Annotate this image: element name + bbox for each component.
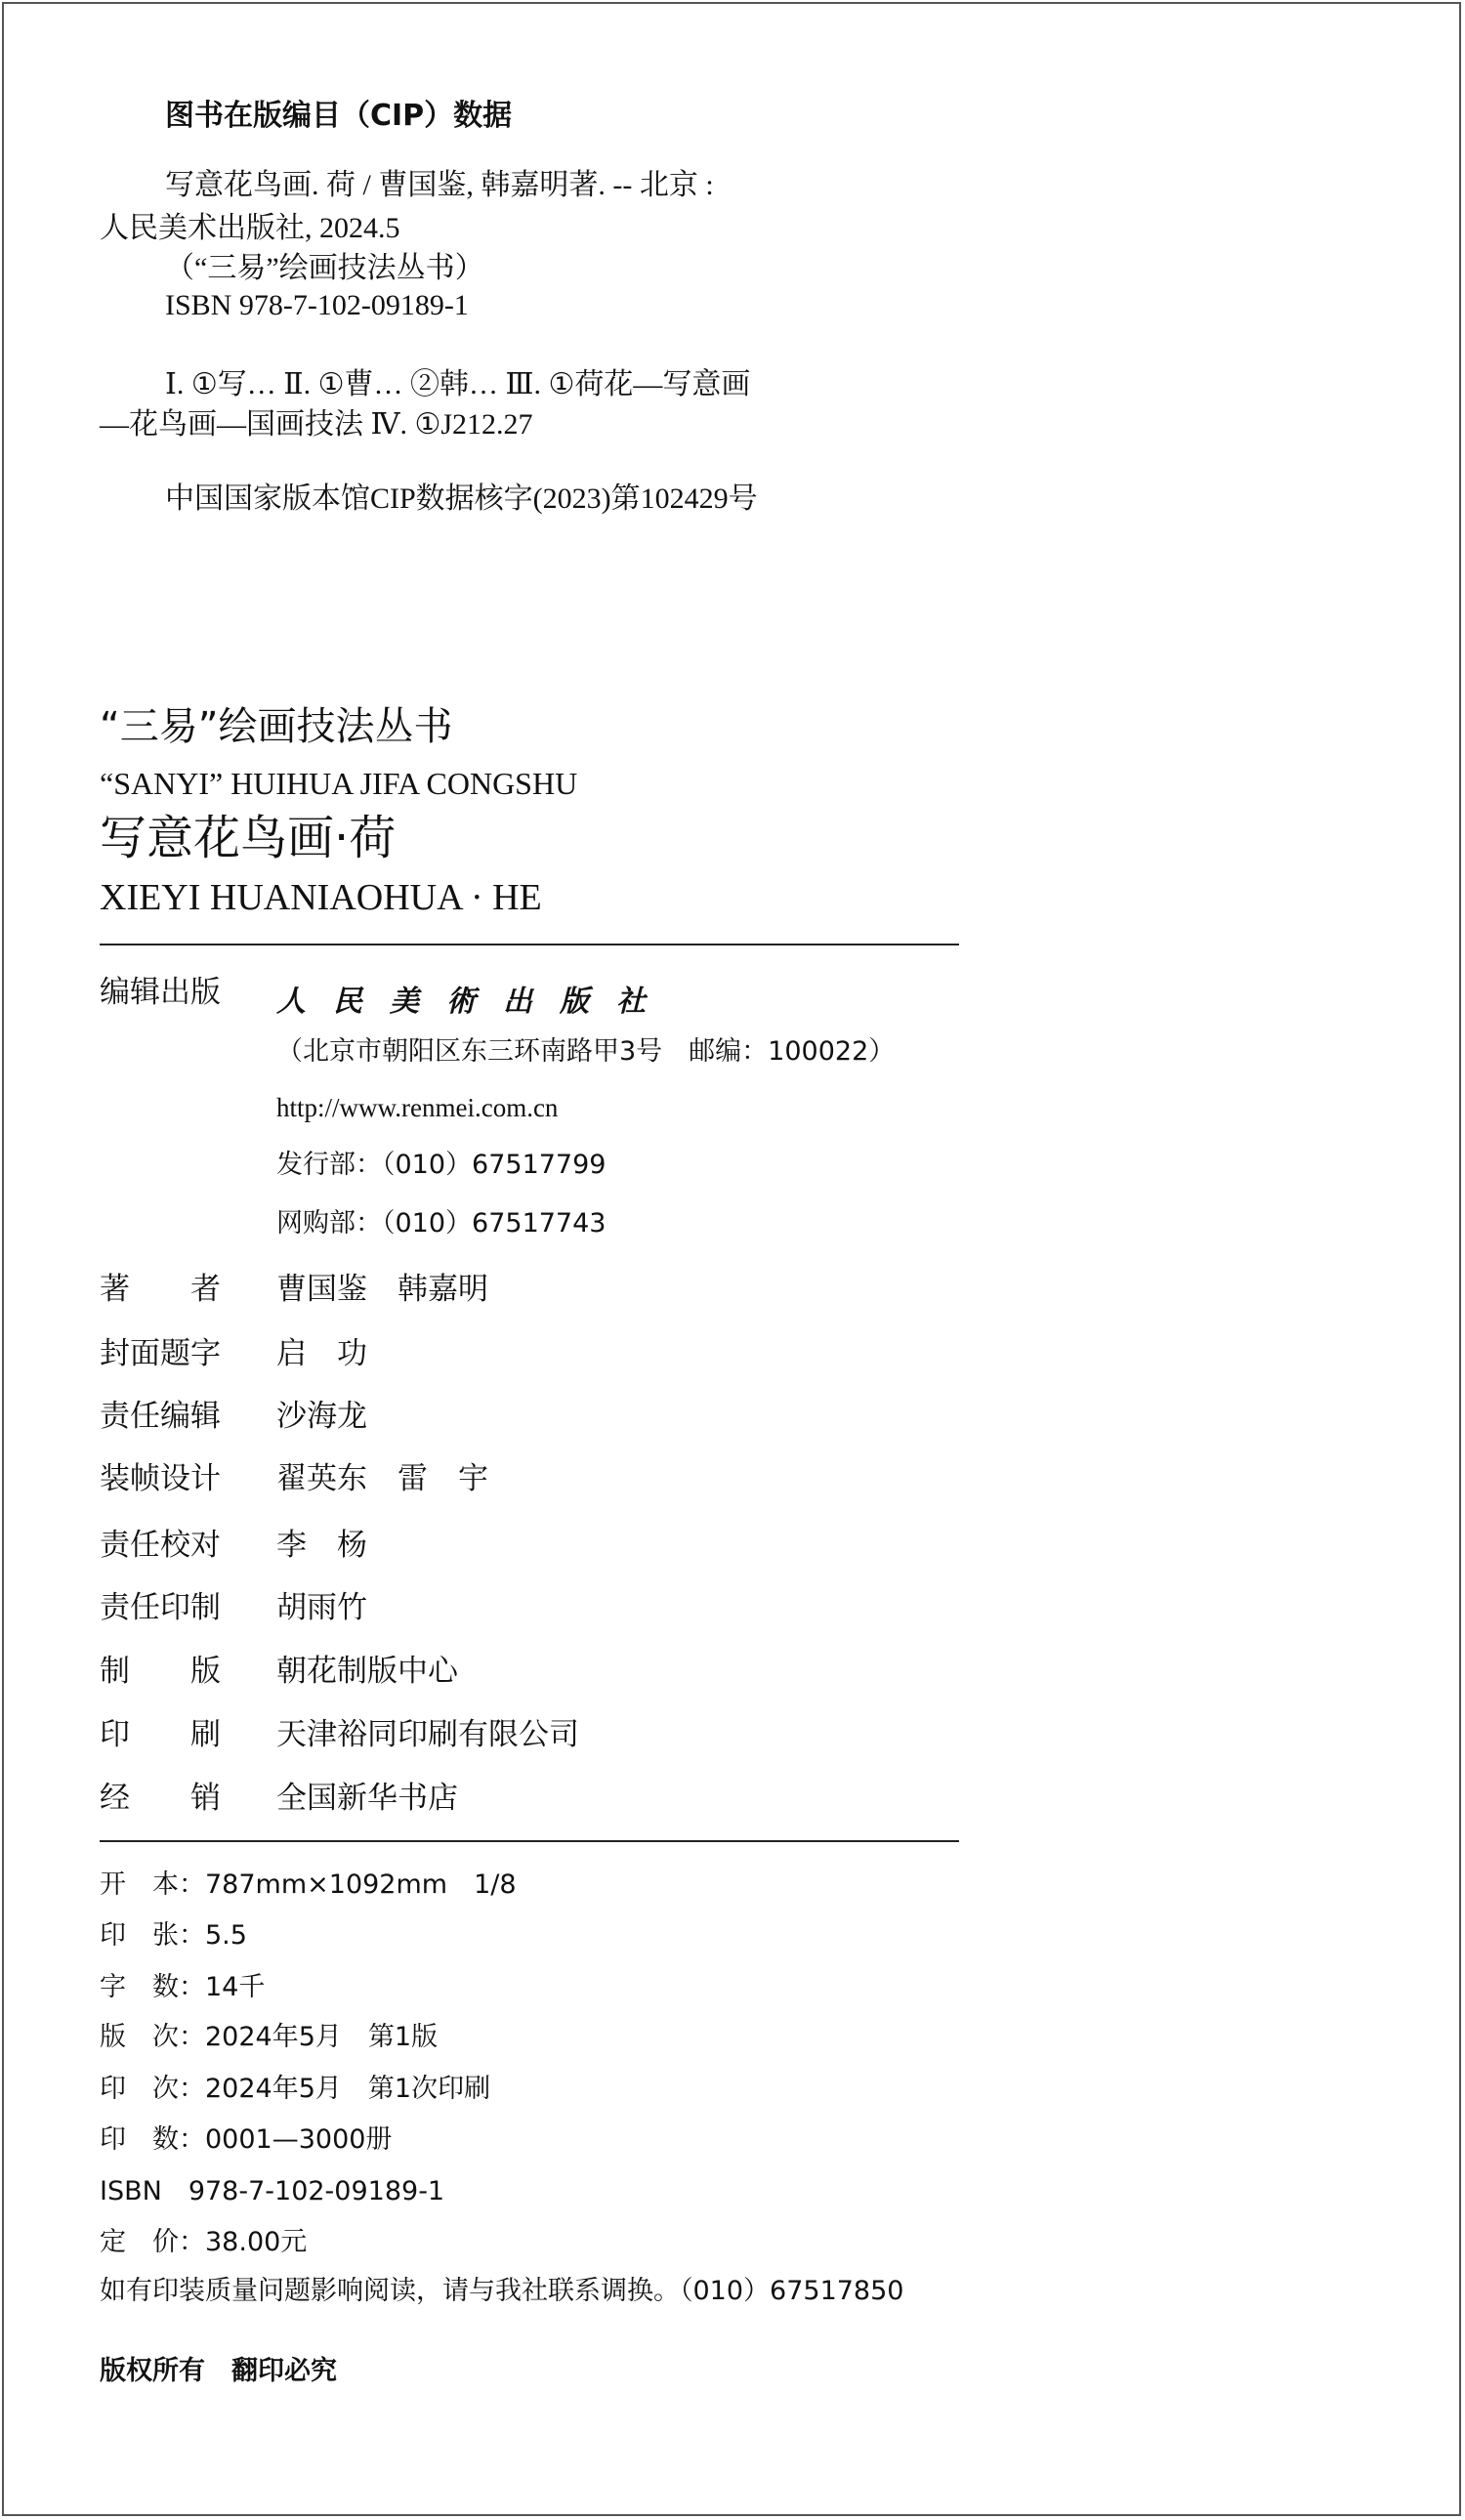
online-phone: 网购部：（010）67517743 bbox=[276, 1208, 607, 1239]
spec-line: 字 数：14千 bbox=[100, 1972, 266, 2002]
series-title-zh: “三易”绘画技法丛书 bbox=[100, 704, 453, 749]
publisher-address: （北京市朝阳区东三环南路甲3号 邮编：100022） bbox=[276, 1036, 896, 1067]
credit-value: 朝花制版中心 bbox=[276, 1654, 458, 1689]
publisher-url[interactable]: http://www.renmei.com.cn bbox=[276, 1093, 559, 1122]
book-title-zh: 写意花鸟画·荷 bbox=[100, 811, 397, 865]
credit-value: 胡雨竹 bbox=[276, 1590, 367, 1625]
copyright-notice: 版权所有 翻印必究 bbox=[100, 2356, 337, 2386]
spec-line: 印 数：0001—3000册 bbox=[100, 2124, 393, 2155]
cip-line: （“三易”绘画技法丛书） bbox=[165, 252, 484, 284]
spec-line: ISBN 978-7-102-09189-1 bbox=[100, 2176, 445, 2206]
credit-label: 制 版 bbox=[100, 1654, 221, 1689]
spec-line: 如有印装质量问题影响阅读，请与我社联系调换。（010）67517850 bbox=[100, 2276, 904, 2306]
divider bbox=[100, 944, 959, 945]
credit-label: 责任编辑 bbox=[100, 1399, 221, 1434]
credit-label: 责任印制 bbox=[100, 1590, 221, 1625]
credit-label: 封面题字 bbox=[100, 1336, 221, 1371]
credit-label: 责任校对 bbox=[100, 1528, 221, 1563]
cip-line: 写意花鸟画. 荷 / 曹国鉴, 韩嘉明著. -- 北京 : bbox=[165, 169, 714, 201]
sales-phone: 发行部：（010）67517799 bbox=[276, 1150, 607, 1180]
credit-value: 天津裕同印刷有限公司 bbox=[276, 1717, 579, 1752]
cip-line: Ⅰ. ①写… Ⅱ. ①曹… ②韩… Ⅲ. ①荷花—写意画 bbox=[165, 368, 751, 400]
spec-line: 开 本：787mm×1092mm 1/8 bbox=[100, 1869, 517, 1900]
spec-line: 印 张：5.5 bbox=[100, 1920, 247, 1951]
credit-label: 著 者 bbox=[100, 1272, 221, 1307]
credit-value: 启 功 bbox=[276, 1336, 367, 1371]
cip-line: —花鸟画—国画技法 Ⅳ. ①J212.27 bbox=[100, 408, 533, 441]
publisher-logo: 人民美術出版社 bbox=[276, 985, 673, 1019]
spec-line: 版 次：2024年5月 第1版 bbox=[100, 2022, 439, 2052]
spec-line: 定 价：38.00元 bbox=[100, 2227, 308, 2257]
spec-line: 印 次：2024年5月 第1次印刷 bbox=[100, 2074, 491, 2104]
credit-value: 曹国鉴 韩嘉明 bbox=[276, 1272, 488, 1307]
credit-value: 翟英东 雷 宇 bbox=[276, 1461, 488, 1496]
publisher-label: 编辑出版 bbox=[100, 975, 221, 1010]
credit-value: 沙海龙 bbox=[276, 1399, 367, 1434]
credit-label: 装帧设计 bbox=[100, 1461, 221, 1496]
series-title-en: “SANYI” HUIHUA JIFA CONGSHU bbox=[100, 766, 578, 801]
credit-label: 经 销 bbox=[100, 1781, 221, 1816]
cip-line: ISBN 978-7-102-09189-1 bbox=[165, 289, 469, 321]
cip-line: 中国国家版本馆CIP数据核字(2023)第102429号 bbox=[165, 483, 758, 515]
cip-title: 图书在版编目（CIP）数据 bbox=[165, 99, 513, 133]
credit-value: 全国新华书店 bbox=[276, 1781, 458, 1816]
book-title-en: XIEYI HUANIAOHUA · HE bbox=[100, 877, 542, 918]
cip-line: 人民美术出版社, 2024.5 bbox=[100, 212, 400, 244]
credit-value: 李 杨 bbox=[276, 1528, 367, 1563]
divider bbox=[100, 1840, 959, 1842]
credit-label: 印 刷 bbox=[100, 1717, 221, 1752]
